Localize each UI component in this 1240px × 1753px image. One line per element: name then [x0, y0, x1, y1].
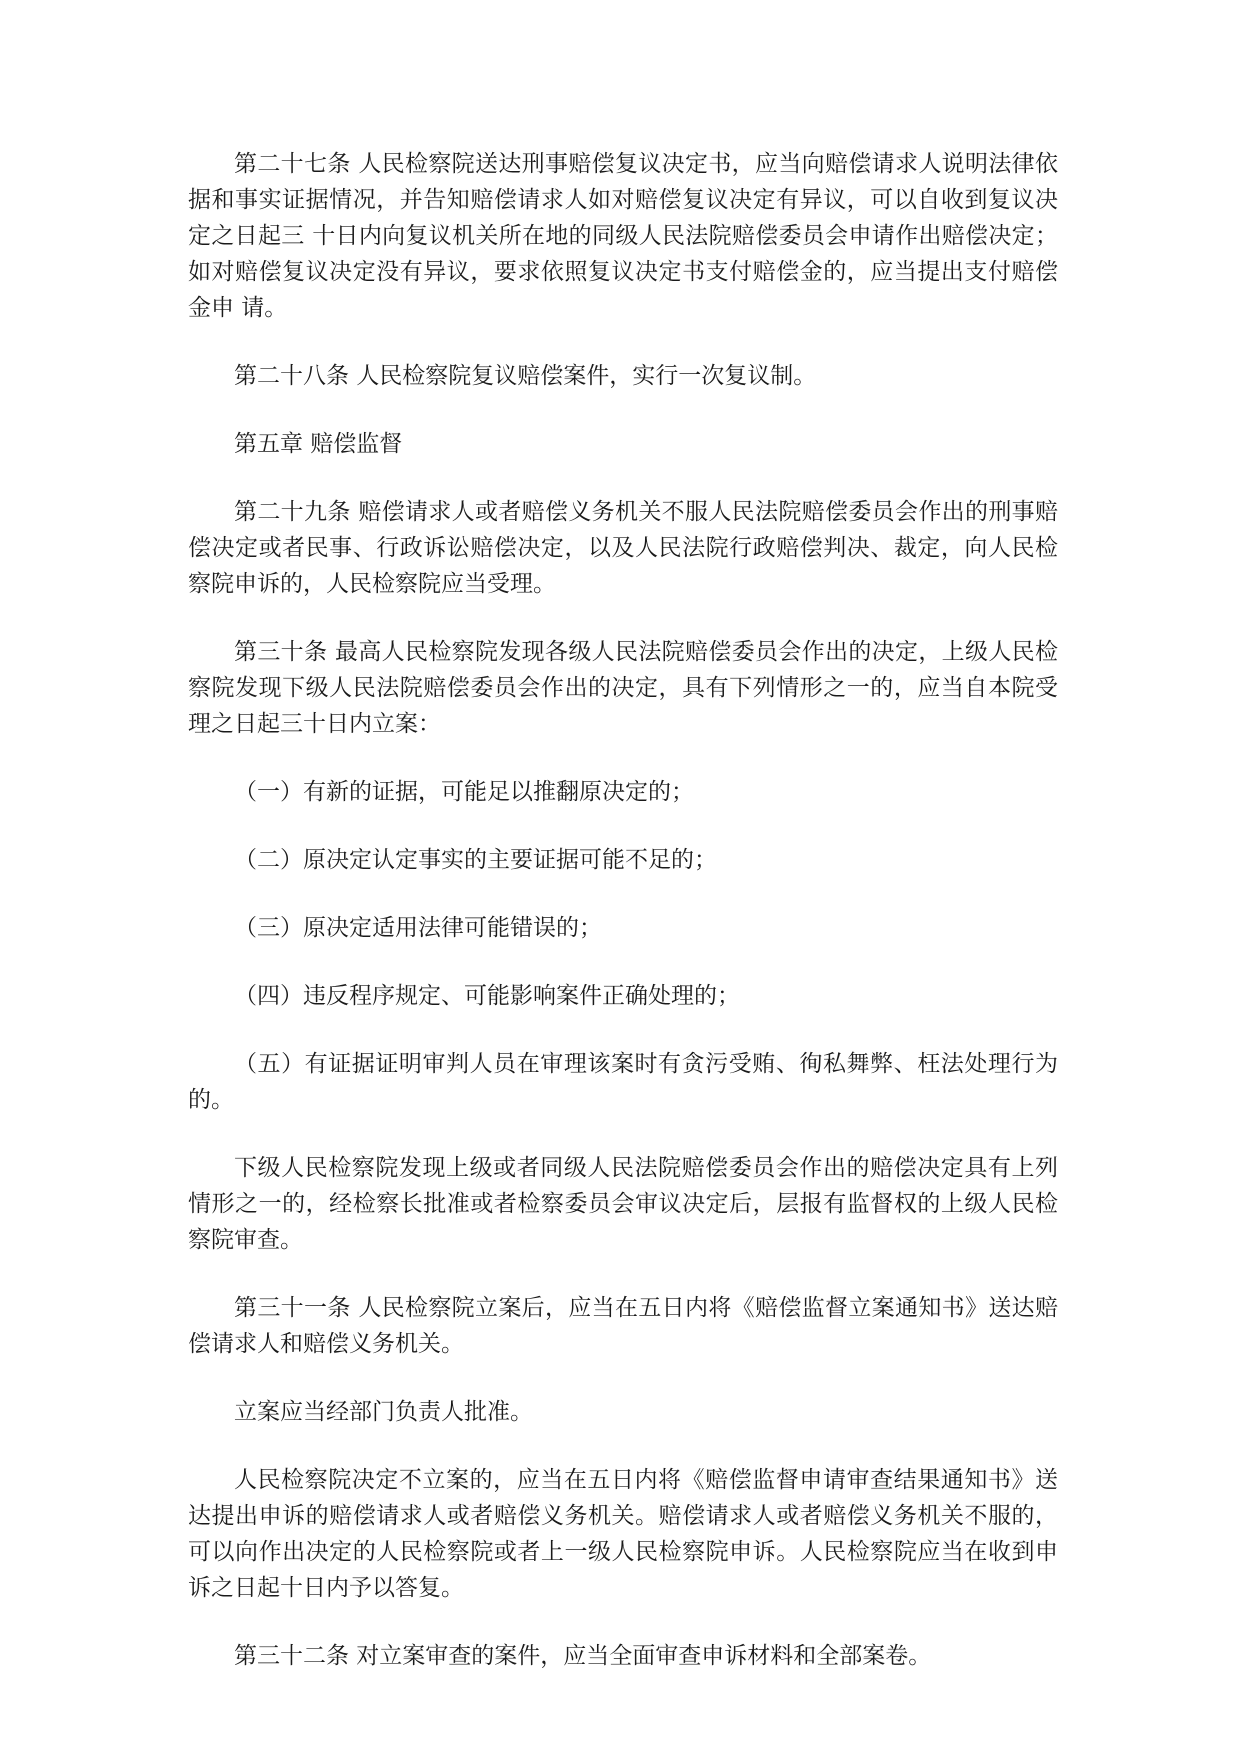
paragraph-article-31: 第三十一条 人民检察院立案后，应当在五日内将《赔偿监督立案通知书》送达赔偿请求人和赔偿义务机关。: [188, 1295, 1058, 1357]
list-item-3: （三）原决定适用法律可能错误的；: [234, 915, 602, 941]
paragraph-article-30: 第三十条 最高人民检察院发现各级人民法院赔偿委员会作出的决定，上级人民检察院发现下级人民法院赔偿委员会作出的决定，具有下列情形之一的，应当自本院受理之日起三十日内立案：: [188, 639, 1058, 737]
paragraph-article-27: 第二十七条 人民检察院送达刑事赔偿复议决定书，应当向赔偿请求人说明法律依据和事实证据情况，并告知赔偿请求人如对赔偿复议决定有异议，可以自收到复议决定之日起三 十日内向复议机关所在地的同级人民法院赔偿委员会申请作出赔偿决定；如对赔偿复议决定没有异议，要求依照复议决定书支付赔偿金的，应当提出支付赔偿金申 请。: [188, 151, 1058, 321]
paragraph-no-filing: 人民检察院决定不立案的，应当在五日内将《赔偿监督申请审查结果通知书》送达提出申诉的赔偿请求人或者赔偿义务机关。赔偿请求人或者赔偿义务机关不服的，可以向作出决定的人民检察院或者上一级人民检察院申诉。人民检察院应当在收到申诉之日起十日内予以答复。: [188, 1467, 1058, 1601]
list-item-4: （四）违反程序规定、可能影响案件正确处理的；: [234, 983, 740, 1009]
list-item-5: （五）有证据证明审判人员在审理该案时有贪污受贿、徇私舞弊、枉法处理行为的。: [188, 1051, 1058, 1113]
list-item-1: （一）有新的证据，可能足以推翻原决定的；: [234, 779, 694, 805]
list-item-2: （二）原决定认定事实的主要证据可能不足的；: [234, 847, 717, 873]
document-body: [188, 146, 1058, 1674]
paragraph-article-29: 第二十九条 赔偿请求人或者赔偿义务机关不服人民法院赔偿委员会作出的刑事赔偿决定或者民事、行政诉讼赔偿决定，以及人民法院行政赔偿判决、裁定，向人民检察院申诉的，人民检察院应当受理。: [188, 499, 1058, 597]
paragraph-article-28: 第二十八条 人民检察院复议赔偿案件，实行一次复议制。: [234, 363, 817, 389]
paragraph-article-32: 第三十二条 对立案审查的案件，应当全面审查申诉材料和全部案卷。: [234, 1643, 932, 1669]
paragraph-lower-procuratorate: 下级人民检察院发现上级或者同级人民法院赔偿委员会作出的赔偿决定具有上列情形之一的，经检察长批准或者检察委员会审议决定后，层报有监督权的上级人民检察院审查。: [188, 1155, 1058, 1253]
chapter-heading: 第五章 赔偿监督: [234, 431, 403, 457]
paragraph-approval: 立案应当经部门负责人批准。: [234, 1399, 533, 1425]
